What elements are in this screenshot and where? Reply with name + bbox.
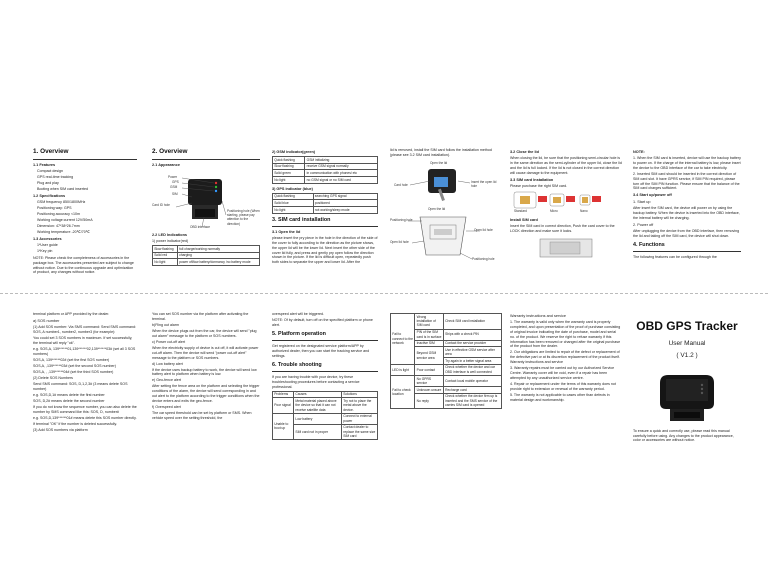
- feature-item: Plug and play: [37, 180, 59, 185]
- divider: [272, 226, 378, 227]
- label-insert-hole: Insert the open lid hole: [471, 179, 497, 189]
- troubleshooting-text: If you are having trouble with your device, try these troubleshooting procedures before contacting a service professional.: [272, 374, 360, 389]
- table-cell: searching GPS signal: [313, 193, 377, 200]
- sos-line: If terminal "OK" if the number is deleted successfully.: [33, 421, 117, 426]
- note-1: 1. When the SIM card is inserted, device will use the backup battery to power on. If the charge of the internal battery is low, please insert the device to the OBD interface of the car to take electricity.: [633, 156, 741, 170]
- label-positioning-hole: Positioning hole (When starting, please pay attention to the direction): [227, 208, 260, 226]
- table-cell: Beyond GSM service area: [415, 347, 444, 365]
- table-cell: Try again in a better signal area: [443, 358, 501, 365]
- poweroff-text: After unplugging the device from the OBD interface, then removing the lid and taking off the SIM card, the device will shut down.: [633, 229, 740, 238]
- panel-indicators: [272, 148, 378, 288]
- sim-standard-label: Standard: [514, 208, 527, 213]
- warranty-heading: Warranty instructions and service: [510, 314, 566, 318]
- obd-device-photo: [652, 367, 722, 425]
- spec-item: Dimension: 47*38*26.7mm: [37, 223, 80, 228]
- alert-heading: c) Power cut-off alert: [152, 339, 186, 344]
- functions-text: The following features can be configured through the: [633, 255, 717, 260]
- startup-heading: 1. Start up: [633, 200, 651, 205]
- panel-lid-diagrams: [390, 148, 502, 288]
- spec-item: GSM frequency 850/1800MHz: [37, 199, 86, 204]
- table-cell: Low battery: [294, 413, 342, 424]
- panel-troubleshooting-2: [390, 312, 502, 454]
- sos-line: SOS,A, 139******02# (set the first SOS number): [33, 357, 110, 362]
- panel-troubleshooting: [272, 312, 378, 454]
- table-cell: No reply: [415, 393, 444, 409]
- label-open-lid-2: Open the lid: [428, 206, 446, 211]
- table-cell: full charge/working normally: [178, 245, 260, 252]
- table-header-cell: Problems: [273, 391, 294, 398]
- sos-line: Send SMS command: SOS, D,1,2,3# (3 means delete SOS number): [33, 381, 128, 391]
- alert-heading: f) Overspeed alert: [152, 405, 181, 410]
- panel-warranty: [510, 312, 622, 454]
- divider: [152, 159, 260, 160]
- warranty-item: 5. The warranty is not applicable to cases other than defects in material design and workmanship.: [510, 392, 610, 402]
- intro-text: You can set SOS number via the platform after activating the terminal.: [152, 312, 249, 321]
- divider: [272, 340, 378, 341]
- note-text: NOTE: Please check the completeness of accessories in the package box. The accessories presented are subject to change without notice. Due to the continuous upgrade and optimization of product, any changes without notice.: [33, 255, 134, 275]
- table-cell: Inactive SIM: [415, 340, 444, 347]
- sim-micro-label: Micro: [550, 208, 558, 213]
- startup-text: After insert the SIM card, the device will power on by using the backup battery. When the device is inserted into the OBD interface, the internal battery will be charging.: [633, 206, 740, 221]
- platform-text: Get registered on the designated service platform/APP by authorized dealer, then you can start the tracking service and settings.: [272, 344, 370, 358]
- table-row: [273, 413, 378, 424]
- table-cell: Slow flashing: [273, 163, 305, 170]
- led-subheading: 1) power indicator(red): [152, 238, 189, 243]
- sim-card-heading: 3.3 SIM card Installation: [510, 177, 554, 182]
- table-cell: Connect to external power: [342, 413, 378, 424]
- table-cell: Contact local mobile operator: [443, 375, 501, 386]
- alert-text: When the electricity supply of device is cut off, it will activate power cut-off alarm. Then the device will send "power cut-off alert" message to the platform or SOS numbers.: [152, 345, 259, 360]
- panel-cover: [633, 312, 741, 454]
- cover-footer: To ensure a quick and correctly use, please read this manual carefully before using. Any changes to the product appearance, color or accessories are without notice.: [633, 428, 734, 443]
- table-cell: Quick flashing: [273, 193, 314, 200]
- gps-led-table: [272, 193, 378, 214]
- sim-card-text: Please purchase the right SIM card.: [510, 183, 568, 188]
- table-cell: Solid red: [153, 252, 178, 259]
- table-header-cell: Causes: [294, 391, 342, 398]
- sos-line: e.g. SOS,A, 139******01,139******02,139******03# (set all 3 SOS numbers): [33, 346, 136, 356]
- label-card-hole: Card ID hole: [152, 202, 170, 207]
- table-cell: LED is light: [391, 364, 415, 375]
- table-cell: PIN of the SIM card is in surface: [416, 330, 442, 339]
- label-positioning-hole-2: Positioning hole: [472, 256, 495, 261]
- panel-sos: [33, 312, 137, 454]
- close-lid-heading: 3.2 Close the lid: [510, 150, 539, 154]
- warranty-item: 3. Warranty repairs must be carried out by our Authorized Service Centre. Warranty cover will be void, even if a repair has been attempted by any unauthorized service centre.: [510, 366, 615, 380]
- table-cell: positioned: [313, 200, 377, 207]
- functions-heading: 4. Functions: [633, 241, 665, 248]
- accessory-item: 1*Key pin: [37, 248, 53, 253]
- open-lid-text: please insert the pry piece in the hole in the direction of the side of the cover to fully according to the direction as the picture shows, the upper lid will be the lower lid. Next insert the other side of the cover lid fully, and press and gently pry open follow the direction shown in the picture. If the lid is difficult open, repeatedly push both sides to separate the upper and lower lid. After the: [272, 236, 378, 265]
- feature-item: Compact design: [37, 168, 63, 173]
- label-positioning-hole: Positioning hole: [390, 217, 413, 222]
- table-cell: charging: [178, 252, 260, 259]
- table-cell: Check SIM card installation: [443, 314, 501, 330]
- sim-nano-label: Nano: [580, 208, 588, 213]
- sos-line: You could set 3 SOS numbers in maximum. If set successfully, the terminal will reply "ok".: [33, 335, 133, 345]
- label-power: Power: [168, 174, 178, 179]
- table-cell: Solid blue: [273, 200, 314, 207]
- troubleshooting-table: [272, 391, 378, 441]
- table-row: [273, 170, 378, 177]
- sos-line: SOS,A, , ,139******04# (set the third SOS number): [33, 369, 114, 374]
- table-cell: Slow flashing: [153, 245, 178, 252]
- table-cell: Solid green: [273, 170, 305, 177]
- table-cell: no GSM signal or no SIM card: [305, 177, 378, 184]
- table-row: [273, 177, 378, 184]
- install-sim-heading: Install SIM card: [510, 217, 538, 222]
- spec-item: Positioning accuracy <10m: [37, 211, 81, 216]
- panel-alerts: [152, 312, 260, 454]
- table-cell: receive GSM signal normally: [305, 163, 378, 170]
- table-cell: No GPRS service: [415, 375, 444, 386]
- alert-text: If the device uses backup battery to work, the device will send low battery alert to platform when battery is low.: [152, 367, 257, 377]
- sos-line: SOS, D,2# means delete the second number: [33, 398, 105, 403]
- table-cell: Wrong installation of SIM card: [415, 314, 444, 330]
- sos-delete-heading: (2) Delete SOS Numbers: [33, 375, 73, 380]
- intro-text: overspeed alert will be triggered.: [272, 312, 324, 316]
- table-row: [153, 245, 260, 252]
- alert-text: The car speed threshold can be set by platform or SMS. When vehicle speed over the setting threshold, the: [152, 411, 252, 420]
- table-cell: Unknown unsure: [415, 387, 444, 394]
- label-obd-interface: OBD interface: [190, 224, 211, 229]
- table-cell: Poor contact: [415, 364, 444, 375]
- accessories-heading: 1.3 Accessories: [33, 236, 62, 241]
- table-cell: Metal material placed above the device so that it can not receive satellite data: [294, 398, 342, 414]
- table-row: [391, 375, 502, 386]
- panel-appearance: [152, 148, 260, 288]
- table-cell: Contact the service provider: [443, 340, 501, 347]
- section-title: 1. Overview: [33, 148, 69, 155]
- close-lid-text: When closing the lid, be sure that the positioning semi-circular hole is in the same direction as the semi-cylinder of the upper lid, close the lid and the lid is full locked. If the lid is not closed in the correct direction will cause damage to the equipment.: [510, 156, 622, 175]
- table-row: [273, 207, 378, 214]
- intro-text: terminal platform or APP provided by the dealer.: [33, 312, 110, 316]
- table-row: [391, 364, 502, 375]
- divider: [272, 371, 378, 372]
- cover-subtitle: User Manual: [668, 340, 706, 348]
- table-row: [153, 252, 260, 259]
- alert-heading: d) Low battery alert: [152, 361, 183, 366]
- table-cell: GSM initializing: [305, 157, 378, 164]
- table-cell: Ships with a check PIN: [443, 329, 501, 340]
- table-cell: No light: [273, 207, 314, 214]
- table-cell: Poor signal: [273, 398, 294, 414]
- sos-line: e.g. SOS,D,1# means delete the first number: [33, 392, 105, 397]
- warranty-item: 4. Repair or replacement under the terms of this warranty does not provide right to extension or renewal of the warranty period.: [510, 381, 616, 391]
- gsm-led-table: [272, 156, 378, 184]
- open-lid-heading: 3.1 Open the lid: [272, 229, 301, 234]
- table-cell: Use in effective GSM service after area: [443, 347, 501, 358]
- panel-notes: [633, 148, 741, 288]
- table-cell: No light: [273, 177, 305, 184]
- label-open-lid-hole: Open lid hole: [474, 227, 493, 232]
- spec-item: Working temperature -20℃/70℃: [37, 229, 90, 234]
- table-row: [391, 314, 502, 330]
- sos-line: e.g. SOS,D,139******01# means delete this SOS number directly.: [33, 415, 137, 420]
- panel-overview: [33, 148, 137, 288]
- table-row: [153, 259, 260, 266]
- lid-diagram: [390, 159, 502, 279]
- table-cell: power off/low battery/dormancy /no battery mode: [178, 259, 260, 266]
- divider: [33, 159, 137, 160]
- table-row: [273, 398, 378, 414]
- divider: [633, 251, 741, 252]
- gsm-indicator-heading: 2) GSM indicator(green): [272, 150, 316, 154]
- alert-heading: b)Fling out alarm: [152, 322, 179, 327]
- table-cell: not working/sleep mode: [313, 207, 377, 214]
- note-text: NOTE: Of by default, turn off on the specified platform or phone alert.: [272, 318, 373, 327]
- table-cell: Fail to connect to the network: [391, 314, 415, 365]
- table-cell: Check whether the device firm up is inserted and the SMS service of the carries SIM card is opened: [443, 393, 501, 409]
- table-cell: Fail to check location: [391, 375, 415, 408]
- features-heading: 1.1 Features: [33, 162, 56, 167]
- sos-heading: a) SOS number: [33, 318, 60, 323]
- feature-item: GPS real-time tracking: [37, 174, 74, 179]
- section-title: 2. Overview: [152, 148, 188, 155]
- sos-platform-heading: (3) Add SOS numbers via platform: [33, 427, 88, 432]
- troubleshooting-table-2: [390, 313, 502, 409]
- poweroff-heading: 2. Power off: [633, 223, 654, 227]
- table-cell: in communication with phones/ etc: [305, 170, 378, 177]
- alert-heading: e) Geo-fence alert: [152, 378, 181, 383]
- note-heading: NOTE:: [633, 150, 645, 154]
- table-row: [273, 200, 378, 207]
- table-cell: Quick flashing: [273, 157, 305, 164]
- device-diagram: [152, 169, 260, 231]
- led-heading: 2.2 LED Indications: [152, 232, 188, 237]
- warranty-item: 2. Our obligations are limited to repair of the defect or replacement of the defective part or at its discretion replacement of the product itself. Warranty instructions and service: [510, 350, 620, 365]
- table-header-cell: Solutions: [342, 391, 378, 398]
- feature-item: Booting when SIM card inserted: [37, 186, 88, 191]
- platform-heading: 5. Platform operation: [272, 330, 326, 337]
- appearance-heading: 2.1 Appearance: [152, 162, 180, 167]
- panel-close-lid: [510, 148, 622, 288]
- sos-line: If you do not know the sequence number, you can also delete the number by SMS command like this: SOS, D, number#: [33, 404, 137, 414]
- spec-heading: 1.2 Specifications: [33, 193, 66, 198]
- label-gsm: GSM: [170, 184, 178, 189]
- table-cell: No light: [153, 259, 178, 266]
- accessory-item: 1*User guide: [37, 242, 58, 247]
- power-led-table: [152, 245, 260, 266]
- label-sim: SIM: [172, 191, 178, 196]
- sos-line: SOS,A, ,139******03# (set the second SOS number): [33, 363, 116, 368]
- fold-line: [0, 293, 768, 294]
- table-cell: Check whether the device and car OBD interface is well connected: [443, 364, 501, 375]
- sim-installation-heading: 3. SIM card installation: [272, 216, 331, 223]
- table-cell: Contact dealer to replace the same size SIM card: [342, 424, 378, 440]
- cover-title: OBD GPS Tracker: [636, 319, 738, 333]
- sim-slot-illustration: [536, 235, 596, 261]
- alert-text: When the device plugs out from the car, the device will send "plug out alarm" message to the platform or SOS numbers.: [152, 328, 257, 338]
- table-cell: Try not to place the metal above the device.: [342, 398, 378, 414]
- table-cell: SIM card not in proper: [294, 424, 342, 440]
- troubleshooting-heading: 6. Trouble shooting: [272, 361, 322, 368]
- gps-indicator-heading: 3) GPS indicator (blue): [272, 186, 313, 191]
- cover-version: ( V1.2 ): [676, 351, 698, 359]
- table-row: [273, 193, 378, 200]
- alert-text: After setting the fence area on the platform and selecting the trigger conditions of the alarm, the device will send corresponding in and out alert to the platform according to the trigger conditions when the device enters and exits the geo-fence.: [152, 384, 260, 403]
- note-2: 2. Inserted SIM card should be inserted in the correct direction of SIM card slot. It have GPRS service, if SIM PIN required, please turn off the SIM PIN function. Please ensure that the balance of the SIM card charges sufficient.: [633, 171, 740, 191]
- install-sim-text: Insert the SIM card in correct direction, Push the card cover to the LOCK direction and make sure it locks.: [510, 223, 615, 233]
- sim-card-sizes: [510, 190, 622, 216]
- label-card-hole: Card hole: [394, 182, 408, 187]
- spec-item: Positioning way: GPS: [37, 205, 72, 210]
- table-cell: Unable to boot up: [273, 413, 294, 440]
- table-row: [273, 157, 378, 164]
- table-row: [273, 163, 378, 170]
- label-open-lid-hole-2: Open lid hole: [390, 239, 409, 244]
- table-header-row: [273, 391, 378, 398]
- sos-add-text: (1) Add SOS number: Via SMS command: Send SMS command: SOS, A number1, number2, number3 (for example):: [33, 324, 136, 334]
- label-gps: GPS: [172, 179, 179, 184]
- table-cell: Recharge card: [443, 387, 501, 394]
- spec-item: Working voltage:current 12V/50mA: [37, 217, 93, 222]
- start-heading: 3.4 Start up/power off: [633, 193, 672, 198]
- warranty-item: 1. The warranty is valid only when the warranty card is properly completed, and upon presentation of the proof of purchase consisting of original invoice indicating the date of purchase, model and serial no. of the product. We reserve the right to refuse warranty if this information has been removed or changed after the original purchase of the product from the dealer.: [510, 320, 621, 349]
- label-open-lid: Open the lid: [430, 160, 448, 165]
- intro-text: lid is removed, install the SIM card follow the installation method (please see 3.2 SIM card installation).: [390, 148, 492, 157]
